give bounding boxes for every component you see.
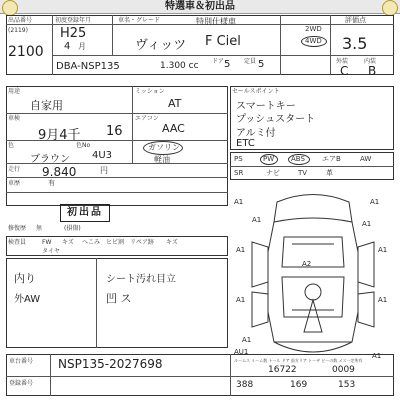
mileage-unit: 円 (100, 166, 108, 175)
first-listing-stamp: 初出品 (60, 204, 110, 222)
svg-text:A1: A1 (234, 198, 244, 206)
check-item: キズ (62, 239, 74, 246)
grade: F Ciel (205, 34, 241, 49)
sales-point-item: アルミ付 (236, 128, 276, 139)
banner (0, 0, 400, 14)
first-reg-month: 4 (64, 41, 71, 52)
use-value: 自家用 (30, 99, 63, 112)
color-no-value: 4U3 (92, 150, 113, 161)
svg-text:A1: A1 (252, 216, 262, 224)
seats-label: 定員 (244, 58, 257, 65)
color-value: ブラウン (30, 154, 70, 165)
inspection-value: 9月4千 (38, 128, 81, 143)
equip-sr: SR (234, 169, 244, 177)
svg-text:A1: A1 (236, 246, 246, 254)
logo-seal-icon (382, 0, 398, 16)
svg-text:A1: A1 (370, 198, 380, 206)
drive-4wd: 4WD (305, 37, 322, 45)
aircon-label: エアコン (135, 115, 159, 122)
equip-aw: AW (360, 155, 372, 163)
exterior-label: 外装 (336, 58, 349, 65)
first-reg-year: H25 (60, 26, 87, 41)
svg-text:A1: A1 (372, 352, 382, 360)
interior-label: 内装 (364, 58, 377, 65)
equip-abs: ABS (291, 155, 305, 163)
drive-2wd: 2WD (305, 25, 322, 33)
sales-point-item: プッシュスタート (236, 114, 316, 125)
exterior-grade: C (340, 64, 349, 78)
reg-value: 153 (338, 380, 356, 390)
reg-value: 388 (236, 380, 254, 390)
equip-ps: PS (234, 155, 243, 163)
mileage-label: 走行 (8, 166, 21, 173)
first-reg-label: 初度登録年月 (55, 17, 92, 24)
lot-no: 2100 (8, 44, 44, 60)
check-item: リペア跡 (130, 239, 154, 246)
svg-text:A1: A1 (236, 296, 246, 304)
color-no-label: 色No (76, 142, 91, 149)
trans-value: AT (168, 97, 182, 110)
trans-label: ミッション (135, 88, 165, 95)
registration-legend: ルームス ミーム数 トール ドア 前方リア トーザ ビーの数 メス一定所有 (234, 358, 363, 363)
model-code: DBA-NSP135 (56, 61, 120, 72)
note-left: 外AW (14, 294, 41, 305)
lot-sub: (2119) (8, 27, 28, 34)
chassis-label: 車台番号 (9, 358, 34, 365)
history-value: 有 (48, 179, 55, 187)
lot-no-label: 出品番号 (8, 17, 33, 24)
equip-navi: ナビ (266, 169, 280, 177)
chassis-number: NSP135-2027698 (58, 357, 163, 371)
car-name-label: 車名・グレード (118, 17, 161, 24)
check-item: へこみ (82, 239, 101, 246)
equip-leather: 革 (326, 169, 333, 177)
aircon-value: AAC (162, 122, 185, 135)
color-label: 色 (8, 142, 15, 149)
note-left: 内り (14, 272, 36, 285)
svg-text:A1: A1 (242, 336, 252, 344)
repair-value: 無 (36, 225, 43, 232)
equip-airbag: エアB (322, 155, 341, 163)
sales-point-item: ETC (236, 138, 255, 149)
repair-sub: (損傷) (64, 225, 81, 232)
month-unit: 月 (78, 42, 86, 51)
reg-value: 169 (290, 380, 308, 390)
sales-point-item: スマートキー (236, 101, 296, 112)
mileage-value: 9.840 (42, 165, 77, 179)
displacement: 1.300 cc (160, 61, 199, 71)
check-item: FW (42, 239, 52, 246)
equip-tv: TV (298, 169, 308, 177)
svg-text:A1: A1 (378, 296, 388, 304)
reg-value: 16722 (268, 365, 297, 375)
svg-text:A2: A2 (302, 260, 312, 268)
score-label: 評価点 (345, 16, 366, 24)
svg-text:A1: A1 (362, 220, 372, 228)
special-spec: 特別仕様車 (196, 17, 236, 26)
tire-label: タイヤ (42, 248, 60, 255)
svg-text:AU1: AU1 (234, 348, 249, 356)
seats: 5 (258, 59, 265, 70)
svg-text:A1: A1 (378, 246, 388, 254)
score: 3.5 (342, 34, 368, 53)
inspection-label: 車検 (8, 115, 21, 122)
fuel-option-diesel: 軽油 (154, 155, 170, 164)
sales-points-label: セールスポイント (232, 88, 280, 95)
car-name: ヴィッツ (135, 38, 187, 53)
note-right: シート汚れ目立 (106, 274, 176, 285)
doors: 5 (224, 59, 231, 70)
history-label: 車歴 (8, 180, 21, 187)
check-label: 検査員 (8, 239, 27, 246)
equip-pw: PW (263, 155, 275, 163)
doors-label: ドア (212, 58, 224, 65)
car-diagram-icon (232, 182, 394, 372)
check-item: ヒビ割 (106, 239, 125, 246)
reg-value: 0009 (332, 365, 355, 375)
repair-label: 修復歴 (8, 225, 27, 232)
use-label: 用途 (8, 88, 21, 95)
note-right: 凹 ス (106, 292, 132, 305)
check-item: キズ (166, 239, 178, 246)
registration-label: 登録番号 (9, 380, 34, 387)
banner-title: 特選車＆初出品 (165, 1, 235, 12)
fuel-option-gasoline: ガソリン (148, 143, 180, 152)
interior-grade: B (368, 64, 377, 78)
inspection-day: 16 (106, 124, 123, 139)
